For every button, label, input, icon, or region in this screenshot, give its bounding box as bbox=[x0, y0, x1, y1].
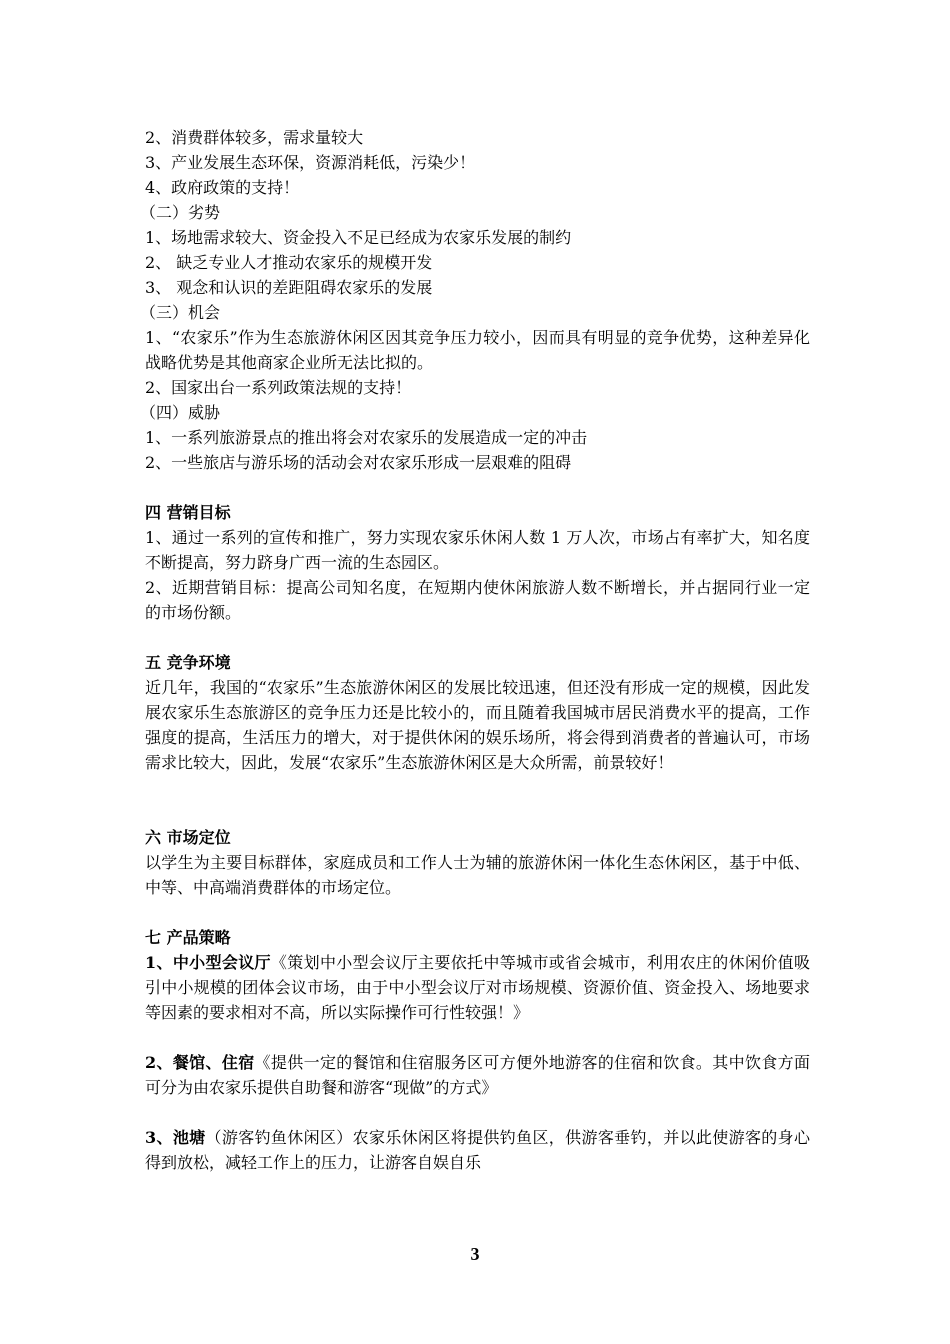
opportunities-heading: （三）机会 bbox=[140, 303, 221, 322]
section-title: 产品策略 bbox=[166, 928, 231, 947]
marketing-goal-2: 2、近期营销目标：提高公司知名度，在短期内使休闲旅游人数不断增长，并占据同行业一定的市场份额。 bbox=[145, 578, 810, 622]
section-heading-competitive-environment bbox=[145, 650, 810, 675]
section-number: 四 bbox=[145, 503, 162, 522]
product-item-label: 3、池塘 bbox=[145, 1128, 206, 1147]
weakness-item-2: 2、 缺乏专业人才推动农家乐的规模开发 bbox=[145, 253, 433, 272]
section-title: 营销目标 bbox=[166, 503, 231, 522]
section-heading-product-strategy bbox=[145, 925, 810, 950]
threat-item-2: 2、一些旅店与游乐场的活动会对农家乐形成一层艰难的阻碍 bbox=[145, 453, 572, 472]
weaknesses-heading: （二）劣势 bbox=[140, 203, 221, 222]
threat-item-1: 1、一系列旅游景点的推出将会对农家乐的发展造成一定的冲击 bbox=[145, 428, 588, 447]
threats-heading: （四）威胁 bbox=[140, 403, 221, 422]
section-title: 竞争环境 bbox=[166, 653, 231, 672]
product-item-fishing-pond bbox=[145, 1125, 810, 1175]
product-item-text: 《策划中小型会议厅主要依托中等城市或省会城市，利用农庄的休闲价值吸引中小规模的团体会议市场，由于中小型会议厅对市场规模、资源价值、资金投入、场地要求等因素的要求相对不高，所以实际操作可行性较强！》 bbox=[145, 953, 810, 1022]
weakness-item-3: 3、 观念和认识的差距阻碍农家乐的发展 bbox=[145, 278, 433, 297]
market-positioning-paragraph: 以学生为主要目标群体，家庭成员和工作人士为辅的旅游休闲一体化生态休闲区，基于中低、中等、中高端消费群体的市场定位。 bbox=[145, 853, 810, 897]
section-heading-market-positioning bbox=[145, 825, 810, 850]
competitive-environment-paragraph: 近几年，我国的“农家乐”生态旅游休闲区的发展比较迅速，但还没有形成一定的规模，因此发展农家乐生态旅游区的竞争压力还是比较小的，而且随着我国城市居民消费水平的提高，工作强度的提高，生活压力的增大，对于提供休闲的娱乐场所，将会得到消费者的普遍认可，市场需求比较大，因此，发展“农家乐”生态旅游休闲区是大众所需，前景较好！ bbox=[145, 678, 810, 772]
section-number: 六 bbox=[145, 828, 162, 847]
page-body bbox=[140, 125, 810, 1175]
product-item-text: （游客钓鱼休闲区）农家乐休闲区将提供钓鱼区，供游客垂钓，并以此使游客的身心得到放松，减轻工作上的压力，让游客自娱自乐 bbox=[145, 1128, 810, 1172]
section-number: 五 bbox=[145, 653, 162, 672]
strength-item-3: 3、产业发展生态环保，资源消耗低，污染少！ bbox=[145, 153, 476, 172]
marketing-goal-1: 1、通过一系列的宣传和推广，努力实现农家乐休闲人数 1 万人次，市场占有率扩大，知名度不断提高，努力跻身广西一流的生态园区。 bbox=[145, 528, 810, 572]
opportunity-item-2: 2、国家出台一系列政策法规的支持！ bbox=[145, 378, 412, 397]
section-heading-marketing-goals bbox=[145, 500, 810, 525]
page-number: 3 bbox=[470, 1244, 480, 1264]
section-number: 七 bbox=[145, 928, 162, 947]
product-item-text: 《提供一定的餐馆和住宿服务区可方便外地游客的住宿和饮食。其中饮食方面可分为由农家乐提供自助餐和游客“现做”的方式》 bbox=[145, 1053, 810, 1097]
strength-item-2: 2、消费群体较多，需求量较大 bbox=[145, 128, 364, 147]
product-item-meeting-hall bbox=[145, 950, 810, 1025]
product-item-restaurant-lodging bbox=[145, 1050, 810, 1100]
product-item-label: 1、中小型会议厅 bbox=[145, 953, 271, 972]
weakness-item-1: 1、场地需求较大、资金投入不足已经成为农家乐发展的制约 bbox=[145, 228, 572, 247]
opportunity-item-1: 1、“农家乐”作为生态旅游休闲区因其竞争压力较小，因而具有明显的竞争优势，这种差异化战略优势是其他商家企业所无法比拟的。 bbox=[145, 328, 810, 372]
section-title: 市场定位 bbox=[166, 828, 231, 847]
strength-item-4: 4、政府政策的支持！ bbox=[145, 178, 300, 197]
product-item-label: 2、餐馆、住宿 bbox=[145, 1053, 255, 1072]
